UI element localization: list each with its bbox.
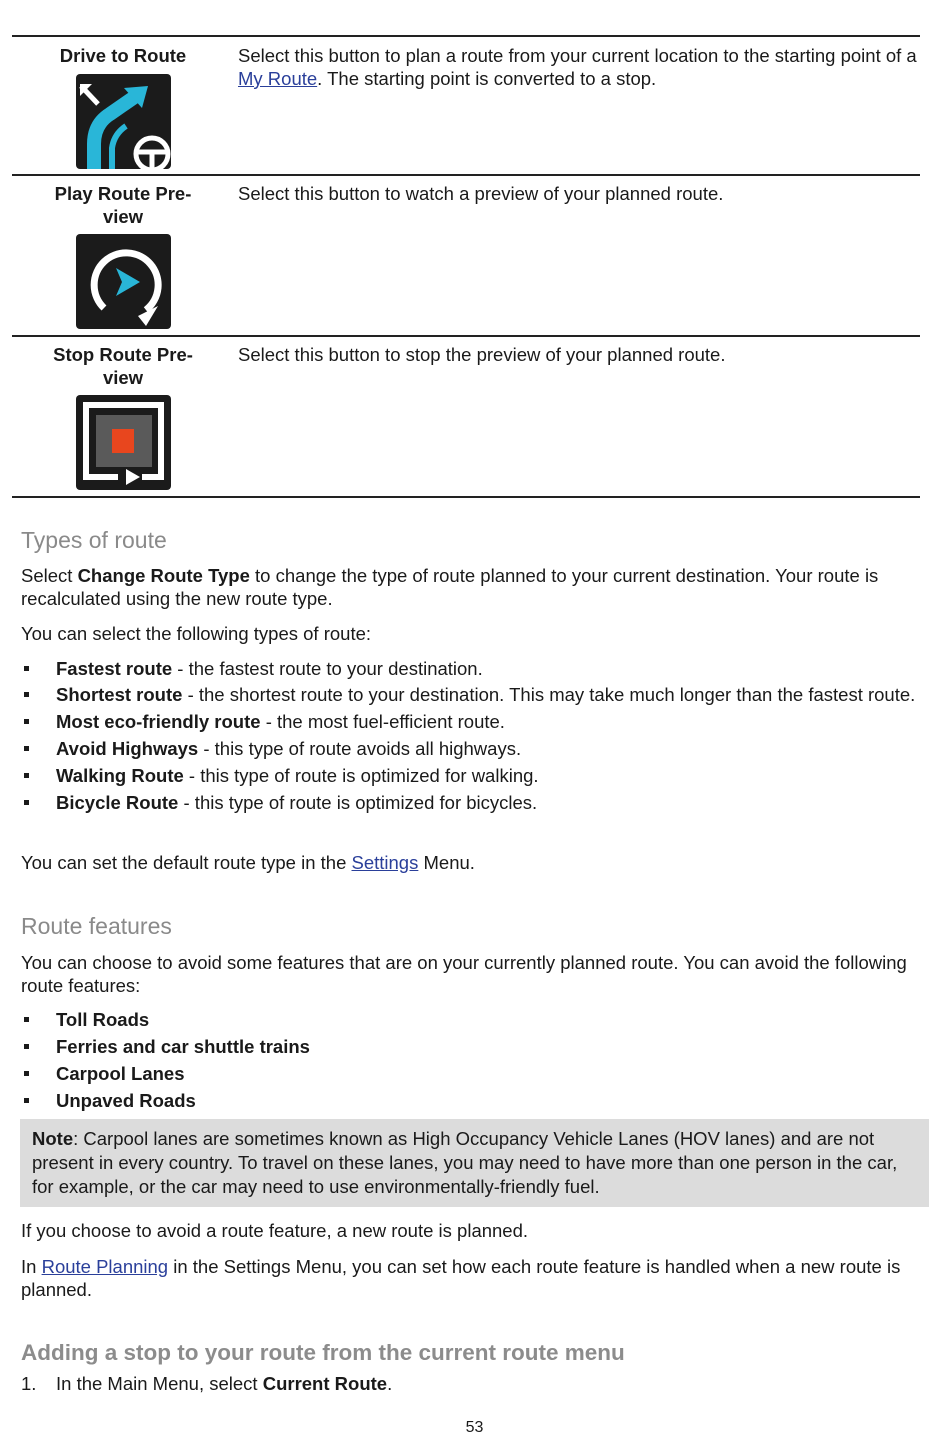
page-number: 53 (465, 1419, 484, 1436)
list-item: Shortest route - the shortest route to your destination. This may take much longer than the fastest route. (21, 683, 921, 706)
step-number: 1. (21, 1373, 37, 1394)
default-route-type-text: You can set the default route type in the Settings Menu. (21, 852, 475, 873)
avoid-feature-text: If you choose to avoid a route feature, a new route is planned. (21, 1220, 529, 1241)
route-features-intro: You can choose to avoid some features that are on your currently planned route. You can avoid the following route features: (21, 952, 907, 996)
play-route-preview-icon[interactable] (76, 234, 171, 329)
play-route-preview-description: Select this button to watch a preview of your planned route. (238, 183, 724, 204)
list-item: Most eco-friendly route - the most fuel-efficient route. (21, 710, 921, 733)
table-rule-bottom (12, 496, 920, 498)
settings-link[interactable]: Settings (351, 852, 419, 873)
stop-route-preview-description: Select this button to stop the preview of your planned route. (238, 344, 726, 365)
drive-to-route-icon[interactable] (76, 74, 171, 169)
list-item: Toll Roads (21, 1008, 921, 1031)
stop-route-preview-icon[interactable] (76, 395, 171, 490)
route-features-list (21, 1008, 921, 1112)
play-route-preview-label: Play Route Pre- view (54, 183, 192, 227)
table-rule-top (12, 35, 920, 37)
list-item: Unpaved Roads (21, 1089, 921, 1112)
adding-stop-step-1: 1. In the Main Menu, select Current Route. (21, 1373, 393, 1394)
table-rule-2 (12, 335, 920, 337)
my-route-link[interactable]: My Route (238, 68, 318, 89)
route-planning-text: In Route Planning in the Settings Menu, you can set how each route feature is handled when a new route is planned. (21, 1256, 901, 1300)
types-of-route-lead: You can select the following types of route: (21, 623, 372, 644)
stop-route-preview-label: Stop Route Pre- view (53, 344, 193, 388)
carpool-note: Note: Carpool lanes are sometimes known as High Occupancy Vehicle Lanes (HOV lanes) and are not present in every country. To travel on these lanes, you may need to have more than one person in the car, for example, or the car may need to use environmentally-friendly fuel. (20, 1119, 929, 1207)
list-item: Fastest route - the fastest route to your destination. (21, 657, 921, 680)
drive-to-route-label: Drive to Route (59, 45, 187, 66)
types-of-route-heading: Types of route (21, 527, 167, 553)
list-item: Bicycle Route - this type of route is optimized for bicycles. (21, 791, 921, 814)
table-rule-1 (12, 174, 920, 176)
list-item: Avoid Highways - this type of route avoids all highways. (21, 737, 921, 760)
drive-to-route-description: Select this button to plan a route from your current location to the starting point of a My Route. The starting point is converted to a stop. (238, 45, 917, 89)
list-item: Walking Route - this type of route is optimized for walking. (21, 764, 921, 787)
adding-stop-heading: Adding a stop to your route from the current route menu (21, 1340, 625, 1365)
list-item: Ferries and car shuttle trains (21, 1035, 921, 1058)
types-of-route-intro: Select Change Route Type to change the type of route planned to your current destination. Your route is recalculated using the new route type. (21, 565, 879, 609)
list-item: Carpool Lanes (21, 1062, 921, 1085)
route-types-list (21, 657, 921, 814)
route-features-heading: Route features (21, 913, 172, 939)
route-planning-link[interactable]: Route Planning (41, 1256, 169, 1277)
